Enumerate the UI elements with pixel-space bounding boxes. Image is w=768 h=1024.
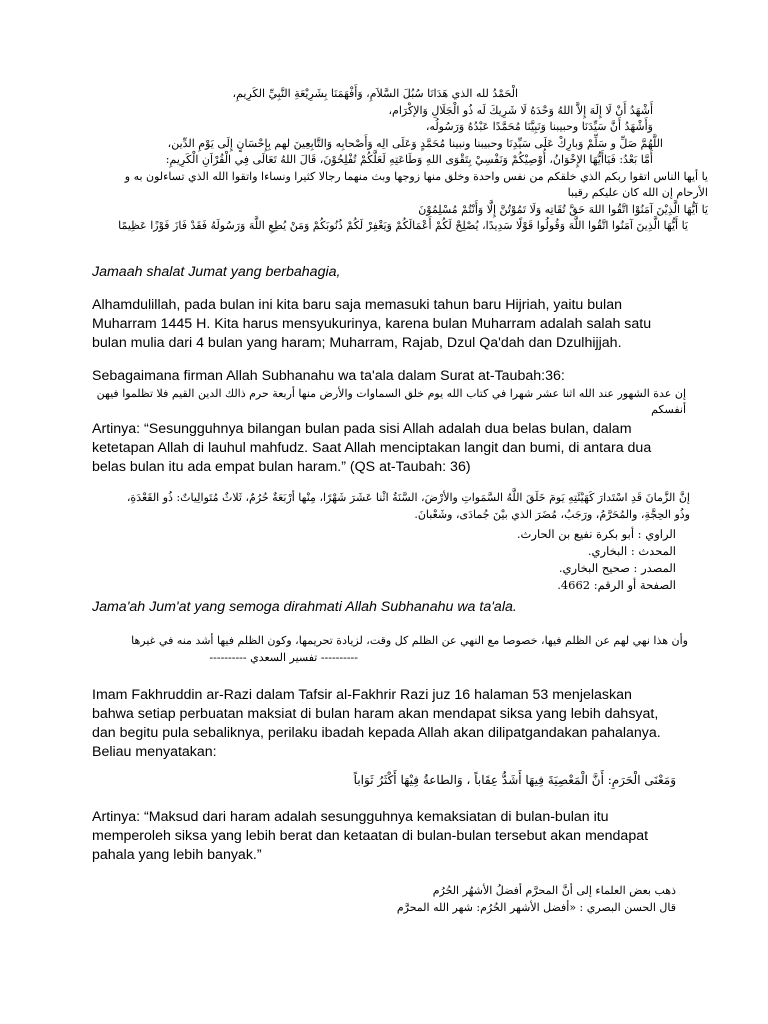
translation-taubah (92, 420, 692, 477)
razi-quote-arabic: وَمَعْنَى الْحَرَمِ: أَنَّ الْمَعْصِيَةَ فِيهَا أَشَدُّ عِقَاباً ، وَالطاعةُ فِيْهَا أَكْثَرُ ثَوَاباً (353, 773, 676, 787)
hadith-source: المصدر : صحيح البخاري. (558, 561, 676, 575)
arabic-line: أَمَّا بَعْدُ: فَيَاأَيُّهَا الإِخْوَانُ، أُوْصِيْكُمْ وَنَفْسِيْ بِتَقْوَى اللهِ وَطَاعَتِهِ لَعَلَّكُمْ تُفْلِحُوْنَ، قَالَ اللهُ تَعَالَى فِي الْقُرْاَنِ الْكَرِيمِ: (165, 153, 653, 166)
paragraph-3 (92, 686, 692, 762)
text-line: memperoleh siksa yang lebih berat dan ketaatan di bulan-bulan tersebut akan mendapat (92, 828, 649, 844)
text-line: pahala yang lebih banyak.” (92, 847, 262, 863)
text-line: Artinya: “Maksud dari haram adalah sesungguhnya kemaksiatan di bulan-bulan itu (92, 809, 609, 825)
text-line: Alhamdulillah, pada bulan ini kita baru saja memasuki tahun baru Hijriah, yaitu bulan (92, 297, 622, 313)
text-line: ketetapan Allah di lauhul mahfudz. Saat Allah menciptakan langit dan bumi, di antara dua (92, 440, 652, 456)
arabic-line: إن عدة الشهور عند الله اثنا عشر شهرا في كتاب الله يوم خلق السماوات والأرض منها أربعة حرم ذالك الدين القيم فلا تظلموا فيهن (96, 387, 686, 400)
text-line: Muharram 1445 H. Kita harus mensyukurinya, karena bulan Muharram adalah salah satu (92, 316, 652, 332)
text-line: belas bulan itu ada empat bulan haram.” (QS at-Taubah: 36) (92, 459, 471, 475)
closing-arabic (76, 882, 676, 916)
tafsir-saadi-arabic (78, 632, 688, 666)
greeting-2: Jama'ah Jum'at yang semoga dirahmati Allah Subhanahu wa ta'ala. (92, 599, 517, 615)
khutbah-opening-arabic (48, 86, 708, 235)
hadith-muhaddith: المحدث : البخاري. (587, 544, 676, 558)
greeting-1: Jamaah shalat Jumat yang berbahagia, (92, 264, 341, 280)
arabic-line: اللَّهُمَّ صَلِّ و سَلِّمْ وَبارِكْ عَلَى سَيِّدِنَا وحبيبنا ونبينا مُحَمَّدٍ وَعَلَى الِه وَأَصْحابِه وَالتَّابِعِينَ لهم بِإِحْسَانٍ إِلَى يَوْمِ الدِّين، (167, 136, 663, 150)
hadith-arabic (70, 489, 690, 523)
arabic-line: قال الحسن البصري : «أفضل الأشهر الحُرُم: شهر الله المحرَّم (396, 901, 676, 914)
arabic-line: يَا اَيُّهَا الَّذِيْنَ آمَنُوْا اتَّقُوا اللهَ حَقَّ تُقَاتِه وَلَا تَمُوْتُنَّ إِلَّا وَأَنْتُمْ مُسْلِمُوْنَ (418, 202, 708, 216)
arabic-line: ذهب بعض العلماء إلى أنَّ المحرَّم أفضلُ الأشهُر الحُرُم (432, 884, 676, 897)
arabic-line: وأن هذا نهي لهم عن الظلم فيها، خصوصا مع النهي عن الظلم كل وقت، لزيادة تحريمها، وكون الظلم فيها أشد منه في غيرها (131, 634, 688, 647)
paragraph-1 (92, 296, 692, 353)
text-line: bahwa setiap perbuatan maksiat di bulan haram akan mendapat siksa yang lebih dahsyat, (92, 706, 659, 722)
tafsir-source-line: ---------- تفسير السعدي ---------- (209, 651, 358, 664)
text-line: Artinya: “Sesungguhnya bilangan bulan pada sisi Allah adalah dua belas bulan, dalam (92, 421, 632, 437)
arabic-line: أَشْهَدُ أَنْ لَا إِلَهَ إِلاَّ اللهُ وَحْدَهُ لَا شَرِيكَ لَه ذُو الْجَلَالِ وَالإكْرَام، (388, 103, 653, 117)
arabic-line: الْحَمْدُ لله الذي هَدَانَا سُبُلَ السَّلاَمِ، وَأَفْهَمَنَا بِشَرِيْعَةِ النَّبِيِّ الكَرِيمِ، (232, 87, 518, 100)
ayat-taubah-arabic (86, 386, 686, 418)
text-line: dan begitu pula sebaliknya, perilaku ibadah kepada Allah akan dilipatgandakan pahalanya. (92, 725, 661, 741)
hadith-narrator: الراوي : أبو بكرة نفيع بن الحارث. (516, 527, 676, 541)
arabic-line: أنفسكم (651, 403, 686, 416)
hadith-meta (376, 526, 676, 594)
hadith-number: الصفحة أو الرقم: 4662. (557, 578, 676, 592)
text-line: Imam Fakhruddin ar-Razi dalam Tafsir al-Fakhrir Razi juz 16 halaman 53 menjelaskan (92, 687, 632, 703)
arabic-line: الأرحام إن الله كان عليكم رقيبا (567, 186, 708, 199)
text-line: Beliau menyatakan: (92, 744, 217, 760)
arabic-line: إنَّ الزَّمانَ قَدِ اسْتَدارَ كَهَيْئَتِهِ يَومَ خَلَقَ اللَّهُ السَّمَواتِ والأرْضَ، السَّنَةُ اثْنا عَشَرَ شَهْرًا، مِنْها أرْبَعَةٌ حُرُمٌ، ثَلاثٌ مُتَوالِياتٌ: ذُو القَعْدَةِ، (126, 491, 690, 504)
arabic-line: وذُو الحِجَّةِ، والمُحَرَّمُ، ورَجَبُ، مُضَرَ الذي بيْنَ جُمادَى، وشَعْبانَ. (414, 508, 690, 521)
translation-razi (92, 808, 692, 865)
arabic-line: يَا أَيُّهَا الَّذِينَ آمَنُوا اتَّقُوا اللَّهَ وَقُولُوا قَوْلًا سَدِيدًا، يُصْلِحْ لَكُمْ أَعْمَالَكُمْ وَيَغْفِرْ لَكُمْ ذُنُوبَكُمْ وَمَنْ يُطِعِ اللَّهَ وَرَسُولَهُ فَقَدْ فَازَ فَوْزًا عَظِيمًا (118, 219, 688, 232)
paragraph-2-intro: Sebagaimana firman Allah Subhanahu wa ta'ala dalam Surat at-Taubah:36: (92, 368, 565, 384)
arabic-line: يا أيها الناس اتقوا ربكم الذي خلقكم من نفس واحدة وخلق منها زوجها وبث منهما رجالا كثيرا ونساءا واتقوا الله الذي تساءلون به و (124, 169, 708, 183)
text-line: bulan mulia dari 4 bulan yang haram; Muharram, Rajab, Dzul Qa'dah dan Dzulhijjah. (92, 335, 622, 351)
arabic-line: وَأَشْهَدُ أَنَّ سَيِّدَنَا وحبيبنا وَنَبِيَّنَا مُحَمَّدًا عَبْدُهُ وَرَسُولُه، (425, 120, 653, 133)
